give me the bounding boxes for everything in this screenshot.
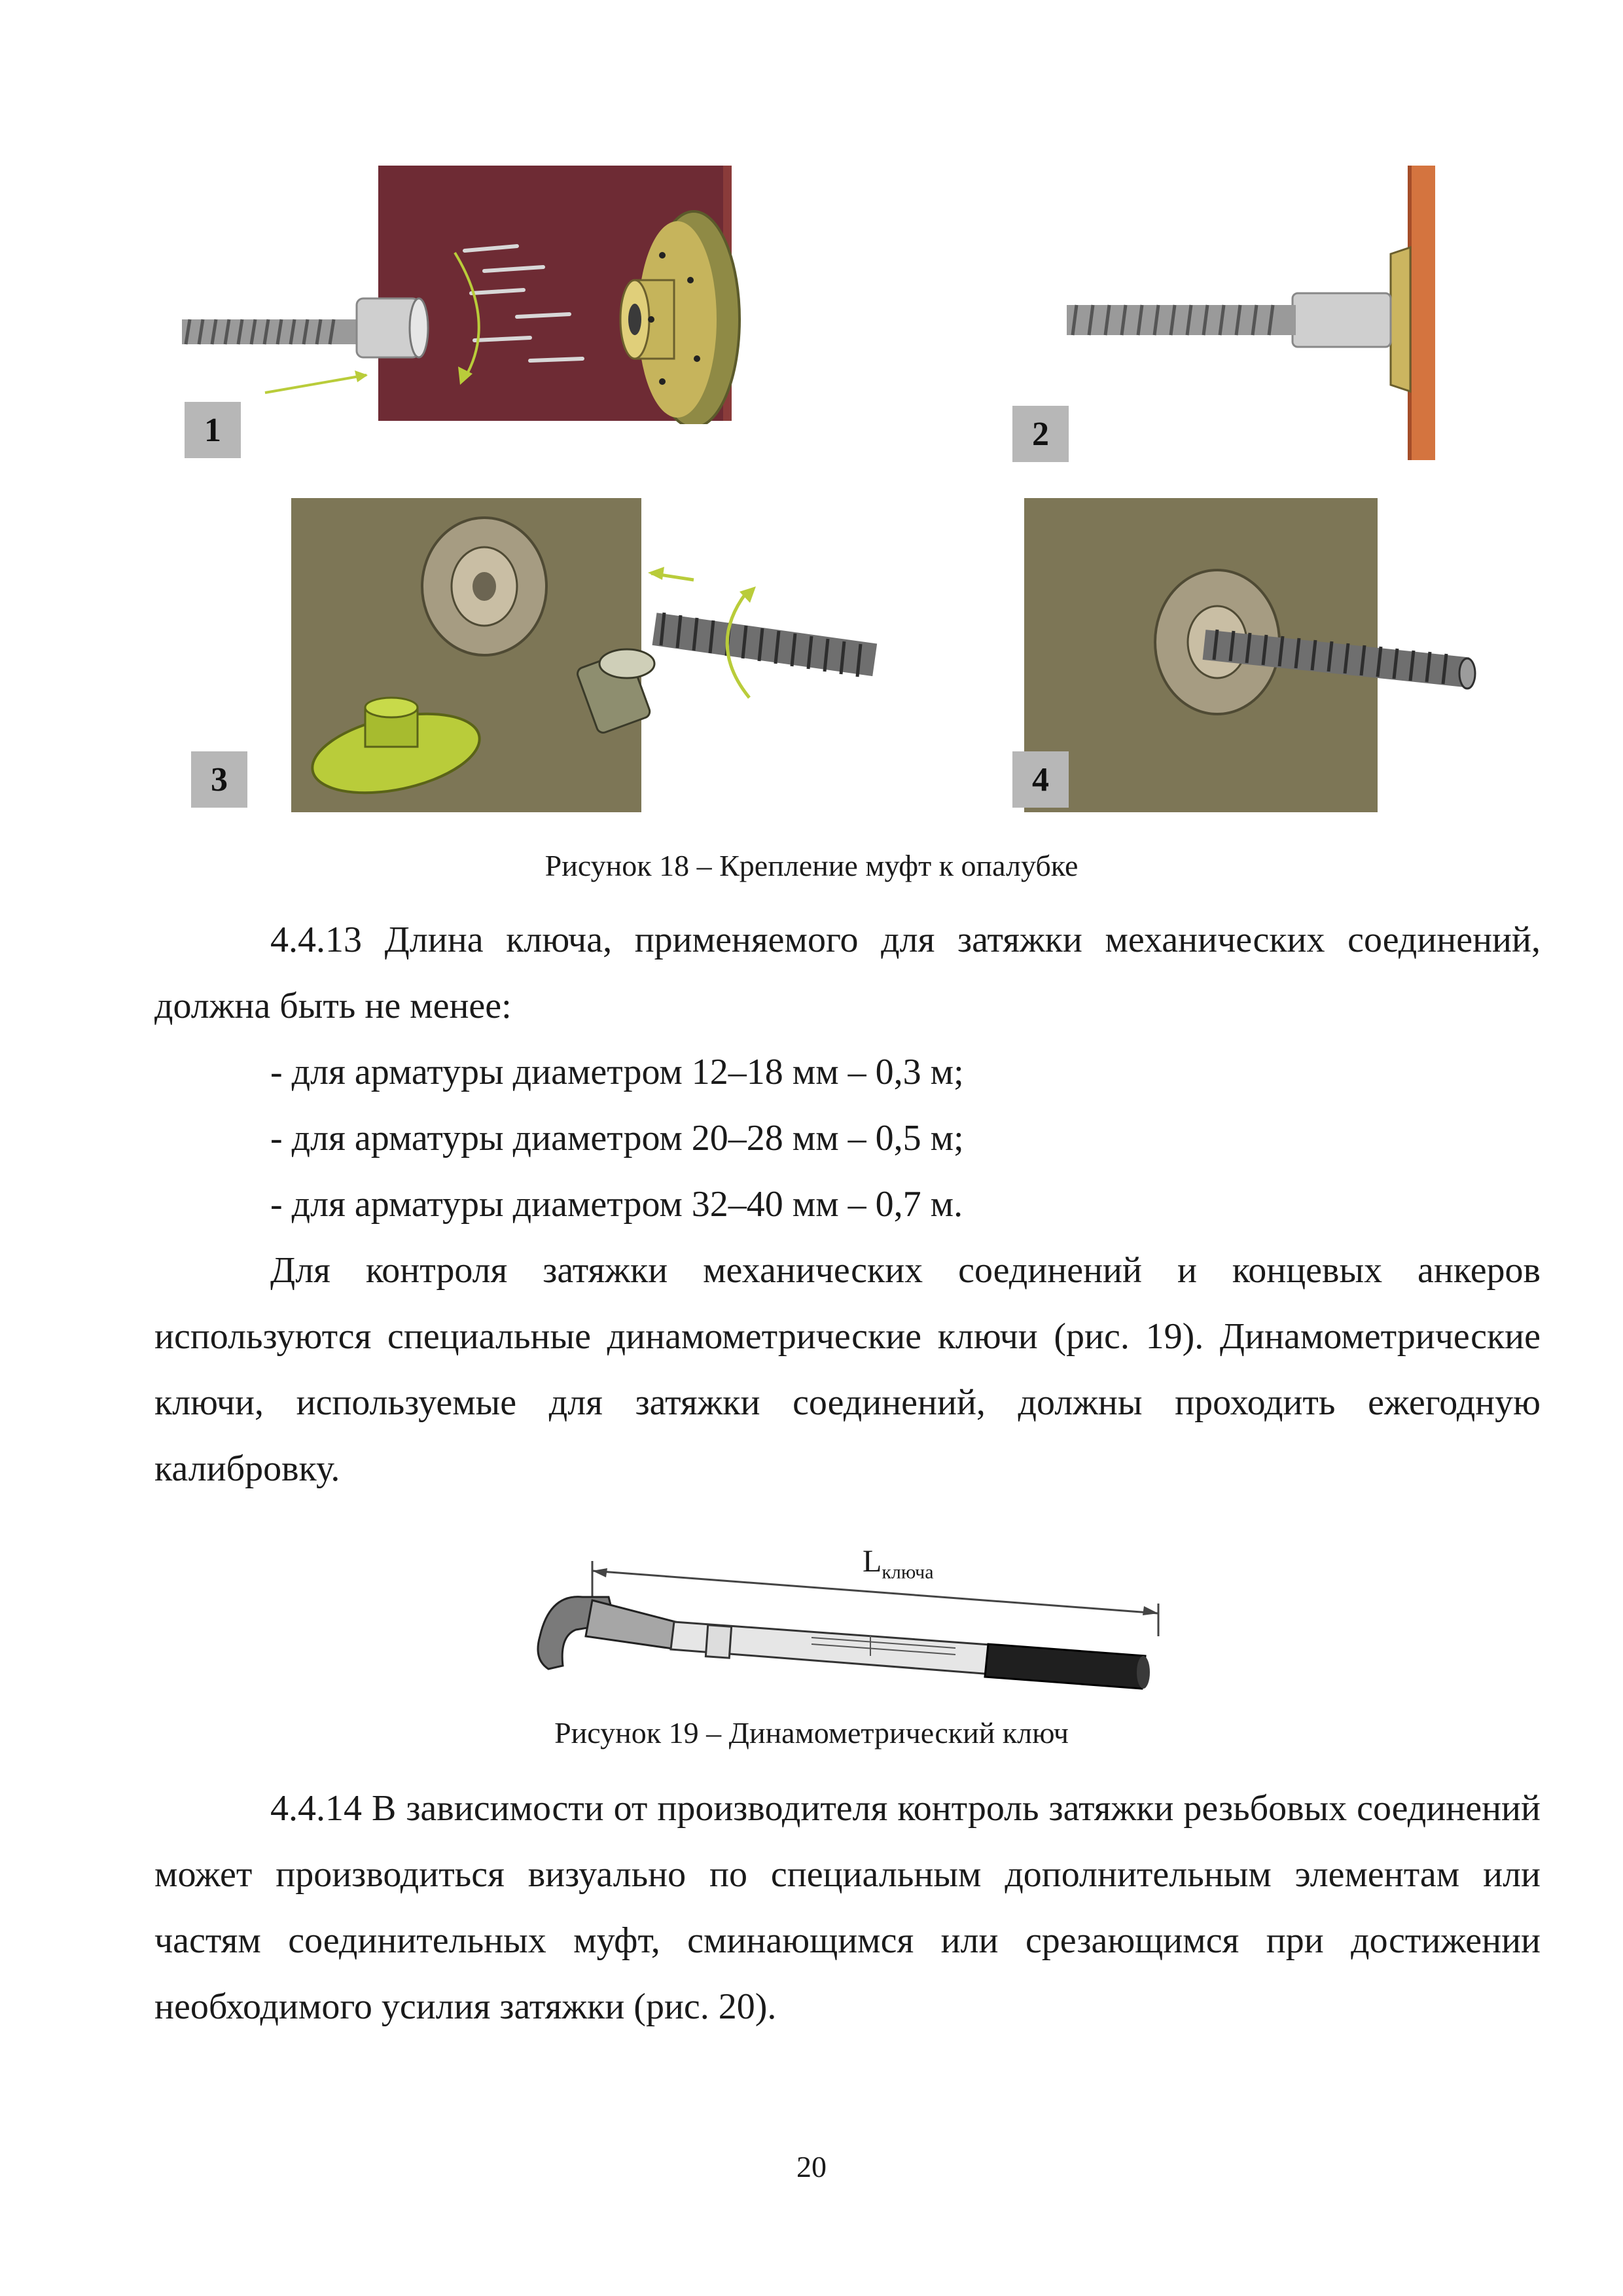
list-item: - для арматуры диаметром 20–28 мм – 0,5 м; <box>270 1118 964 1158</box>
list-item: - для арматуры диаметром 32–40 мм – 0,7 м. <box>270 1184 963 1225</box>
figure18-label-2: 2 <box>1012 406 1069 462</box>
figure18-label-1: 1 <box>185 402 241 458</box>
figure18-caption: Рисунок 18 – Крепление муфт к опалубке <box>544 849 1079 882</box>
figure18-panel-1 <box>177 162 870 424</box>
figure19-caption: Рисунок 19 – Динамометрический ключ <box>554 1716 1069 1749</box>
figure19-torque-wrench <box>530 1558 1171 1708</box>
figure18-label-3: 3 <box>191 751 247 808</box>
figure18-panel-3 <box>288 495 883 816</box>
section-4-4-13-intro: 4.4.13 Длина ключа, применяемого для затяжки механических соединений, должна быть не менее: <box>154 920 1541 1026</box>
section-4-4-13 <box>154 907 1541 1502</box>
figure18-panel-2 <box>1060 162 1453 463</box>
dimension-symbol: L <box>863 1544 882 1579</box>
page-number: 20 <box>796 2150 827 2183</box>
section-4-4-13-paragraph: Для контроля затяжки механических соединений и концевых анкеров используются специальные динамометрические ключи (рис. 19). Динамометрические ключи, используемые для затяжки соединений, должны проходить ежегодную калибровку. <box>154 1250 1541 1489</box>
section-4-4-14-paragraph: 4.4.14 В зависимости от производителя контроль затяжки резьбовых соединений может производиться визуально по специальным дополнительным элементам или частям соединительных муфт, сминающимся или срезающимся при достижении необходимого усилия затяжки (рис. 20). <box>154 1788 1541 2027</box>
figure18-panel-4 <box>1021 495 1479 816</box>
dimension-subscript: ключа <box>882 1561 934 1583</box>
figure18-label-4: 4 <box>1012 751 1069 808</box>
section-4-4-14 <box>154 1776 1541 2040</box>
list-item: - для арматуры диаметром 12–18 мм – 0,3 м; <box>270 1052 964 1092</box>
